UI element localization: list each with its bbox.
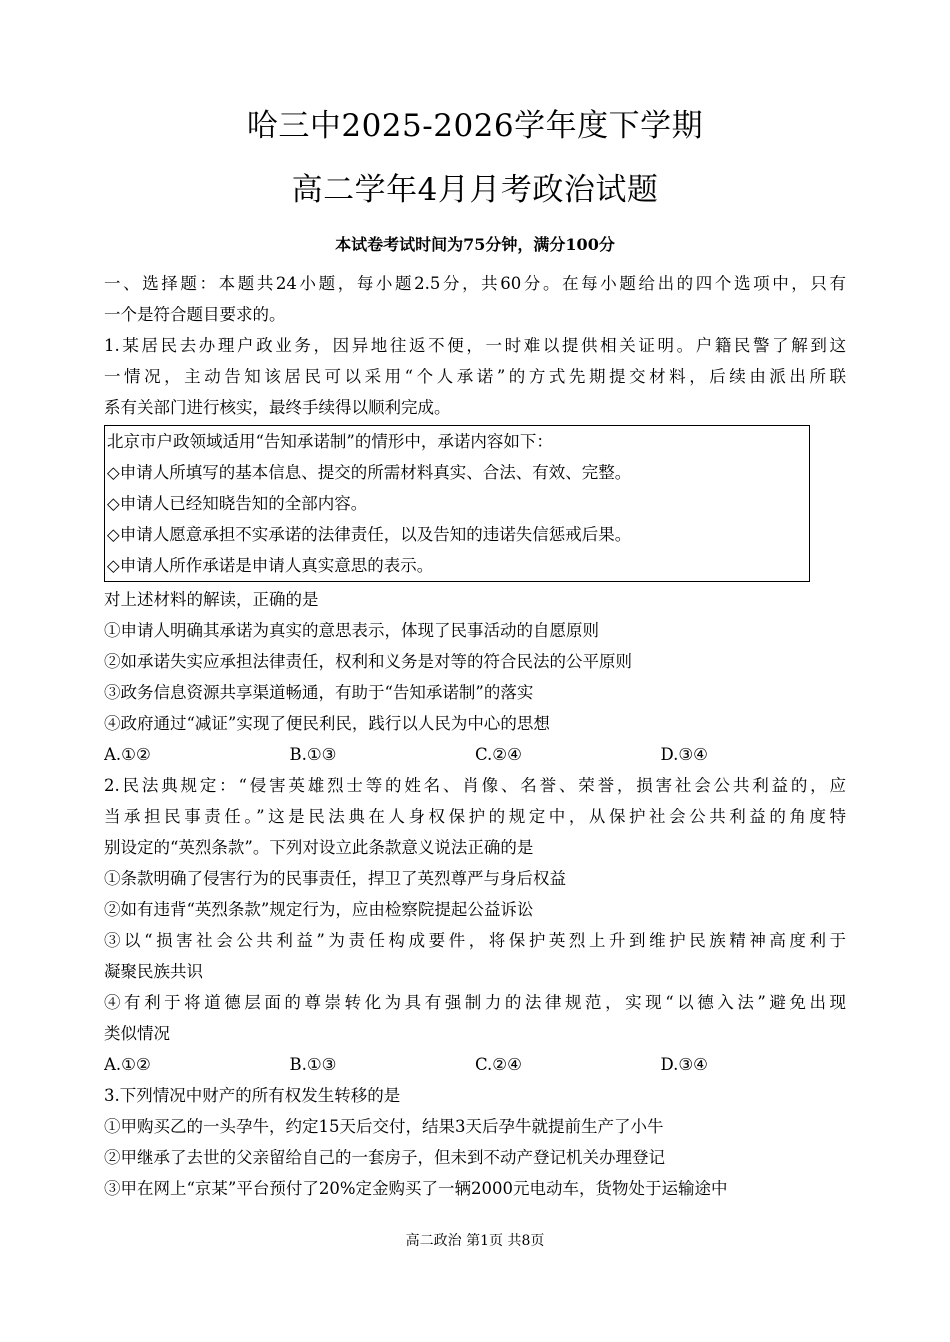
material-box xyxy=(104,425,810,582)
material-box-line: 北京市户政领域适用“告知承诺制”的情形中，承诺内容如下： xyxy=(107,432,553,451)
question-3 xyxy=(104,1080,846,1204)
question-item: ③以“损害社会公共利益”为责任构成要件，将保护英烈上升到维护民族精神高度利于 xyxy=(104,931,846,950)
question-stem-line: 别设定的“英烈条款”。下列对设立此条款意义说法正确的是 xyxy=(104,838,534,857)
question-item: 类似情况 xyxy=(104,1024,170,1043)
exam-title-line2: 高二学年4月月考政治试题 xyxy=(291,172,659,208)
question-item: ④有利于将道德层面的尊崇转化为具有强制力的法律规范，实现“以德入法”避免出现 xyxy=(104,993,846,1012)
question-1 xyxy=(104,330,846,770)
question-item: ③甲在网上“京某”平台预付了20%定金购买了一辆2000元电动车，货物处于运输途中 xyxy=(104,1179,728,1198)
material-box-line: ◇申请人所填写的基本信息、提交的所需材料真实、合法、有效、完整。 xyxy=(107,463,632,482)
exam-title-line1: 哈三中2025-2026学年度下学期 xyxy=(246,108,704,144)
material-box-line: ◇申请人愿意承担不实承诺的法律责任，以及告知的违诺失信惩戒后果。 xyxy=(107,525,632,544)
question-item: ①申请人明确其承诺为真实的意思表示，体现了民事活动的自愿原则 xyxy=(104,621,599,640)
question-stem-line: 2.民法典规定：“侵害英雄烈士等的姓名、肖像、名誉、荣誉，损害社会公共利益的，应 xyxy=(104,776,846,795)
question-item: ②如有违背“英烈条款”规定行为，应由检察院提起公益诉讼 xyxy=(104,900,534,919)
question-item: ④政府通过“减证”实现了便民利民，践行以人民为中心的思想 xyxy=(104,714,550,733)
page-footer: 高二政治 第1页 共8页 xyxy=(405,1233,545,1249)
option-b: B.①③ xyxy=(289,1055,337,1074)
question-item: ②如承诺失实应承担法律责任，权利和义务是对等的符合民法的公平原则 xyxy=(104,652,632,671)
option-a: A.①② xyxy=(104,745,151,764)
option-d: D.③④ xyxy=(660,1055,708,1074)
question-stem-line: 一情况，主动告知该居民可以采用“个人承诺”的方式先期提交材料，后续由派出所联 xyxy=(104,367,846,386)
exam-subtitle: 本试卷考试时间为75分钟，满分100分 xyxy=(335,235,615,254)
question-item: ②甲继承了去世的父亲留给自己的一套房子，但未到不动产登记机关办理登记 xyxy=(104,1148,665,1167)
section-instruction-line: 一、选择题：本题共24小题，每小题2.5分，共60分。在每小题给出的四个选项中，只有 xyxy=(104,274,846,293)
question-stem-line: 当承担民事责任。”这是民法典在人身权保护的规定中，从保护社会公共利益的角度特 xyxy=(104,807,846,826)
section-instruction-line: 一个是符合题目要求的。 xyxy=(104,305,286,324)
material-box-line: ◇申请人已经知晓告知的全部内容。 xyxy=(107,494,368,513)
option-d: D.③④ xyxy=(660,745,708,764)
question-item: ①甲购买乙的一头孕牛，约定15天后交付，结果3天后孕牛就提前生产了小牛 xyxy=(104,1117,664,1136)
option-c: C.②④ xyxy=(475,745,522,764)
question-stem-line: 1.某居民去办理户政业务，因异地往返不便，一时难以提供相关证明。户籍民警了解到这 xyxy=(104,336,846,355)
question-item: ①条款明确了侵害行为的民事责任，捍卫了英烈尊严与身后权益 xyxy=(104,869,566,888)
question-item: ③政务信息资源共享渠道畅通，有助于“告知承诺制”的落实 xyxy=(104,683,534,702)
exam-body xyxy=(104,268,846,1204)
question-item: 凝聚民族共识 xyxy=(104,962,203,981)
option-c: C.②④ xyxy=(475,1055,522,1074)
option-a: A.①② xyxy=(104,1055,151,1074)
option-b: B.①③ xyxy=(289,745,337,764)
material-box-line: ◇申请人所作承诺是申请人真实意思的表示。 xyxy=(107,556,434,575)
question-stem-line: 系有关部门进行核实，最终手续得以顺利完成。 xyxy=(104,398,451,417)
answer-options xyxy=(104,1049,846,1080)
question-stem-line: 3.下列情况中财产的所有权发生转移的是 xyxy=(104,1086,401,1105)
question-2 xyxy=(104,770,846,1080)
question-prompt: 对上述材料的解读，正确的是 xyxy=(104,590,319,609)
answer-options xyxy=(104,739,846,770)
